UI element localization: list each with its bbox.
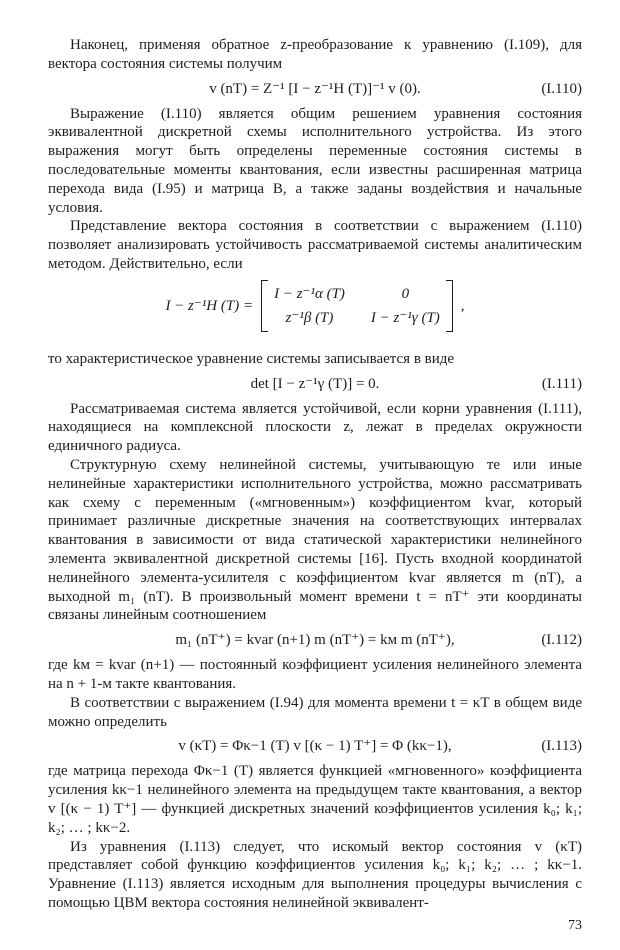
matrix-lhs: I − z⁻¹H (T) = [165,297,254,314]
equation-expression: v (nT) = Z⁻¹ [I − z⁻¹H (T)]⁻¹ v (0). [209,80,421,97]
left-bracket [261,280,268,332]
paragraph-9: где матрица перехода Φκ−1 (T) является функцией «мгновенного» коэффициента усиления kκ−1 нелинейного элемента на предыдущем такте квантования, а вектор v [(κ − 1) T⁺] — функцией дискретных значений коэффициентов усиления k₀; k₁; k₂; … ; kκ−2. [48,763,582,836]
matrix-expression [165,280,464,332]
matrix-cells [268,280,446,332]
equation-i110 [48,79,582,99]
equation-number: (I.110) [541,80,582,97]
matrix-brackets [261,280,453,332]
page-number: 73 [568,918,582,933]
paragraph-4: то характеристическое уравнение системы записывается в виде [48,350,455,367]
matrix-cell: z⁻¹β (T) [285,309,334,326]
paragraph-6: Структурную схему нелинейной системы, учитывающую те или иные нелинейные характеристики исполнительного устройства, можно рассматривать как схему с переменным («мгновенным») коэффициентом kvar, который принимает различные дискретные значения на соответствующих интервалах квантования в зависимости от вида статической характеристики нелинейного элемента эквивалентной дискретной системы [16]. Пусть входной координатой нелинейного элемента-усилителя с коэффициентом kvar является m (nT), а выходной m₁ (nT). В произвольный момент времени t = nT⁺ эти координаты связаны линейным соотношением [48,456,582,624]
matrix-cell: I − z⁻¹γ (T) [370,309,440,326]
page-body [48,36,582,913]
equation-expression: m₁ (nT⁺) = kvar (n+1) m (nT⁺) = kм m (nT⁺), [175,632,455,649]
equation-i113 [48,736,582,756]
equation-expression: v (κT) = Φκ−1 (T) v [(κ − 1) T⁺] = Φ (kκ−1), [178,738,452,755]
paragraph-5: Рассматриваемая система является устойчивой, если корни уравнения (I.111), находящиеся на комплексной плоскости z, лежат в пределах окружности единичного радиуса. [48,400,582,455]
paragraph-10: Из уравнения (I.113) следует, что искомый вектор состояния v (κT) представляет собой функцию коэффициентов усиления k₀; k₁; k₂; … ; kκ−1. Уравнение (I.113) является исходным для выполнения процедуры вычисления с помощью ЦВМ вектора состояния нелинейной эквивалент- [48,838,582,911]
equation-number: (I.111) [541,375,582,392]
equation-i112 [48,630,582,650]
paragraph-8: В соответствии с выражением (I.94) для момента времени t = κT в общем виде можно определить [48,694,582,730]
equation-number: (I.113) [541,738,582,755]
paragraph-3: Представление вектора состояния в соответствии с выражением (I.110) позволяет анализировать устойчивость рассматриваемой системы аналитическим методом. Действительно, если [48,218,582,272]
matrix-cell: 0 [401,285,410,302]
equation-matrix [48,280,582,342]
paragraph-1: Наконец, применяя обратное z-преобразование к уравнению (I.109), для вектора состояния системы получим [48,37,582,72]
matrix-tail: , [460,297,465,314]
equation-number: (I.112) [541,632,582,649]
equation-expression: det [I − z⁻¹γ (T)] = 0. [250,375,380,392]
right-bracket [446,280,453,332]
matrix-cell: I − z⁻¹α (T) [274,285,345,302]
paragraph-7: где kм = kvar (n+1) — постоянный коэффициент усиления нелинейного элемента на n + 1-м такте квантования. [48,657,582,692]
paragraph-2: Выражение (I.110) является общим решением уравнения состояния эквивалентной дискретной схемы исполнительного устройства. Из этого выражения могут быть определены переменные состояния системы в последовательные моменты квантования, если известны расширенная матрица перехода вида (I.95) и матрица B, а также заданы воздействия и начальные условия. [48,105,582,216]
equation-i111 [48,374,582,394]
